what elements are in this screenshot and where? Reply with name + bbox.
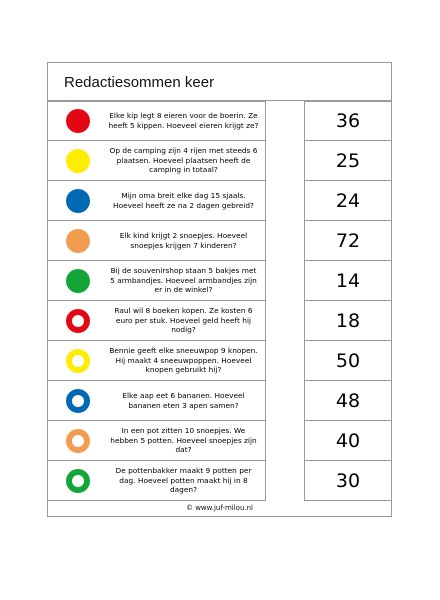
answer-cell: 24 <box>304 181 392 221</box>
question-text: De pottenbakker maakt 9 potten per dag. Hoeveel potten maakt hij in 8 dagen? <box>115 466 252 495</box>
page-title: Redactiesommen keer <box>64 74 215 91</box>
copyright-footer: © www.juf-milou.nl <box>185 504 253 512</box>
yellow-dot-icon <box>66 149 90 173</box>
question-text: In een pot zitten 10 snoepjes. We hebben 5 potten. Hoeveel snoepjes zijn dat? <box>110 426 257 455</box>
color-marker-cell <box>48 109 108 133</box>
question-row <box>47 301 266 341</box>
blue-ring-icon <box>66 389 90 413</box>
question-text: Elke aap eet 6 bananen. Hoeveel bananen eten 3 apen samen? <box>122 390 245 410</box>
question-row <box>47 141 266 181</box>
green-dot-icon <box>66 269 90 293</box>
question-text: Bennie geeft elke sneeuwpop 9 knopen. Hij maakt 4 sneeuwpoppen. Hoeveel knopen gebruikt hij? <box>109 346 258 375</box>
color-marker-cell <box>48 389 108 413</box>
color-marker-cell <box>48 349 108 373</box>
question-row <box>47 341 266 381</box>
color-marker-cell <box>48 309 108 333</box>
question-row <box>47 221 266 261</box>
answer-cell: 50 <box>304 341 392 381</box>
question-row <box>47 421 266 461</box>
question-text: Elke kip legt 8 eieren voor de boerin. Ze heeft 5 kippen. Hoeveel eieren krijgt ze? <box>108 111 259 130</box>
red-dot-icon <box>66 109 90 133</box>
question-text: Bij de souvenirshop staan 5 bakjes met 5 armbandjes. Hoeveel armbandjes zijn er in de winkel? <box>110 266 257 295</box>
answer-cell: 14 <box>304 261 392 301</box>
question-row <box>47 101 266 141</box>
question-row <box>47 381 266 421</box>
red-ring-icon <box>66 309 90 333</box>
question-text: Mijn oma breit elke dag 15 sjaals. Hoeveel heeft ze na 2 dagen gebreid? <box>113 190 254 210</box>
answer-cell: 36 <box>304 101 392 141</box>
answer-list <box>304 101 392 501</box>
question-row <box>47 461 266 501</box>
color-marker-cell <box>48 189 108 213</box>
question-row <box>47 261 266 301</box>
yellow-ring-icon <box>66 349 90 373</box>
color-marker-cell <box>48 269 108 293</box>
question-text: Op de camping zijn 4 rijen met steeds 6 plaatsen. Hoeveel plaatsen heeft de camping in totaal? <box>109 146 258 175</box>
question-text: Elk kind krijgt 2 snoepjes. Hoeveel snoepjes krijgen 7 kinderen? <box>119 230 248 250</box>
color-marker-cell <box>48 429 108 453</box>
question-list <box>47 101 266 501</box>
color-marker-cell <box>48 229 108 253</box>
answer-cell: 30 <box>304 461 392 501</box>
question-text: Raul wil 8 boeken kopen. Ze kosten 6 euro per stuk. Hoeveel geld heeft hij nodig? <box>114 306 253 335</box>
answer-cell: 18 <box>304 301 392 341</box>
color-marker-cell <box>48 149 108 173</box>
question-row <box>47 181 266 221</box>
answer-cell: 25 <box>304 141 392 181</box>
orange-ring-icon <box>66 429 90 453</box>
green-ring-icon <box>66 469 90 493</box>
answer-cell: 48 <box>304 381 392 421</box>
answer-cell: 40 <box>304 421 392 461</box>
answer-cell: 72 <box>304 221 392 261</box>
blue-dot-icon <box>66 189 90 213</box>
orange-dot-icon <box>66 229 90 253</box>
color-marker-cell <box>48 469 108 493</box>
